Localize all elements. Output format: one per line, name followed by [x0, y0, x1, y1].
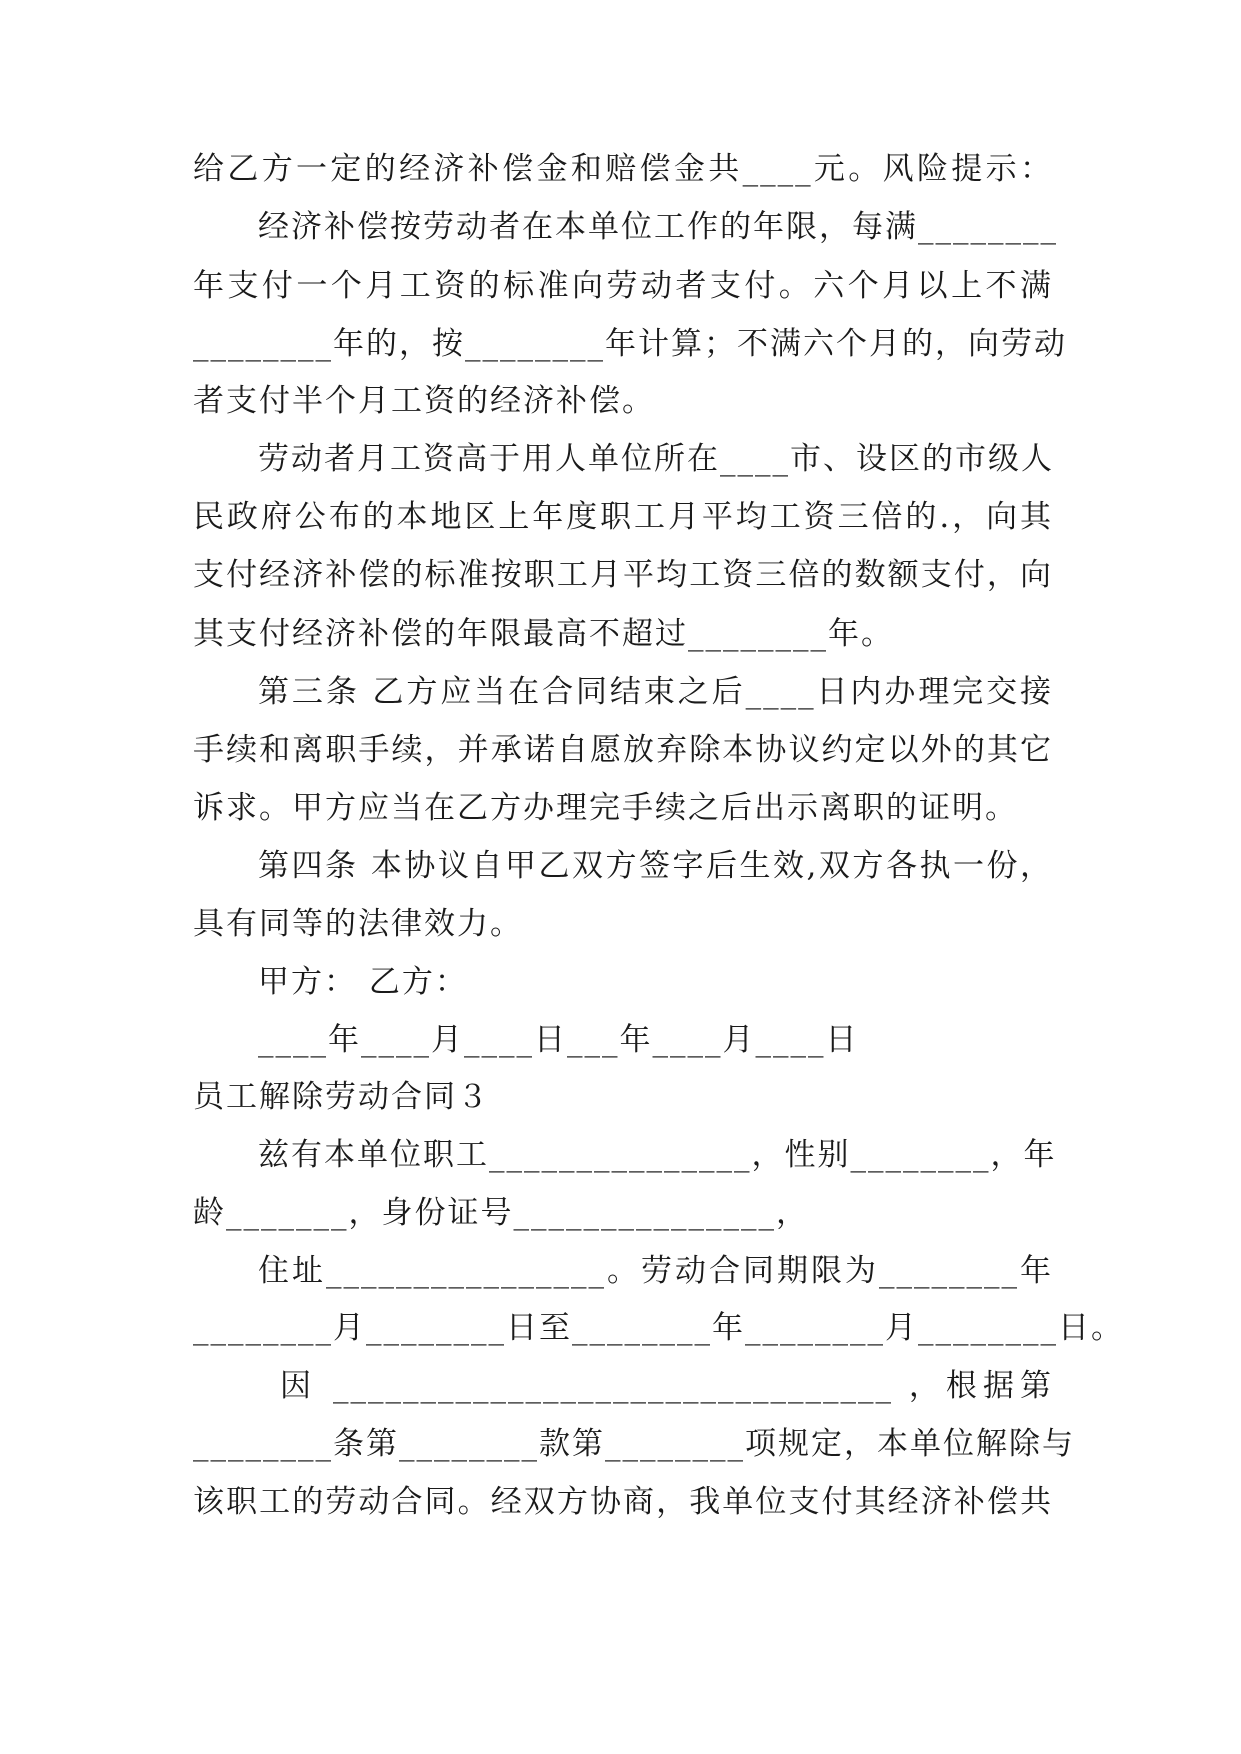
text-line-21: ________月________日至________年________月________日。: [193, 1310, 1124, 1346]
text-line-3: 年支付一个月工资的标准向劳动者支付。六个月以上不满: [193, 268, 1053, 304]
text-line-20: 住址________________。劳动合同期限为________年: [258, 1253, 1053, 1289]
text-line-10: 第三条 乙方应当在合同结束之后____日内办理完交接: [258, 674, 1053, 710]
text-line-6: 劳动者月工资高于用人单位所在____市、设区的市级人: [258, 441, 1054, 477]
text-line-8: 支付经济补偿的标准按职工月平均工资三倍的数额支付，向: [193, 557, 1053, 593]
text-line-2: 经济补偿按劳动者在本单位工作的年限，每满________: [258, 209, 1058, 245]
text-line-11: 手续和离职手续，并承诺自愿放弃除本协议约定以外的其它: [193, 732, 1053, 768]
text-line-22: 因 ________________________________ ，根据第: [280, 1368, 1053, 1404]
text-line-14: 具有同等的法律效力。: [193, 906, 523, 942]
text-line-12: 诉求。甲方应当在乙方办理完手续之后出示离职的证明。: [193, 790, 1018, 826]
text-line-13: 第四条 本协议自甲乙双方签字后生效,双方各执一份，: [258, 848, 1053, 884]
text-line-19: 龄_______，身份证号_______________，: [193, 1195, 809, 1231]
text-line-23: ________条第________款第________项规定，本单位解除与: [193, 1426, 1075, 1462]
text-line-7: 民政府公布的本地区上年度职工月平均工资三倍的.，向其: [193, 499, 1053, 535]
section-title: 员工解除劳动合同３: [193, 1079, 490, 1115]
signature-parties: 甲方： 乙方：: [258, 964, 468, 1000]
text-line-24: 该职工的劳动合同。经双方协商，我单位支付其经济补偿共: [193, 1484, 1053, 1520]
signature-dates: ____年____月____日___年____月____日: [258, 1022, 859, 1058]
text-line-1: 给乙方一定的经济补偿金和赔偿金共____元。风险提示：: [193, 151, 1053, 187]
text-line-9: 其支付经济补偿的年限最高不超过________年。: [193, 616, 894, 652]
text-line-5: 者支付半个月工资的经济补偿。: [193, 383, 655, 419]
text-line-18: 兹有本单位职工_______________，性别________，年: [258, 1137, 1057, 1173]
text-line-4: ________年的，按________年计算；不满六个月的，向劳动: [193, 326, 1067, 362]
